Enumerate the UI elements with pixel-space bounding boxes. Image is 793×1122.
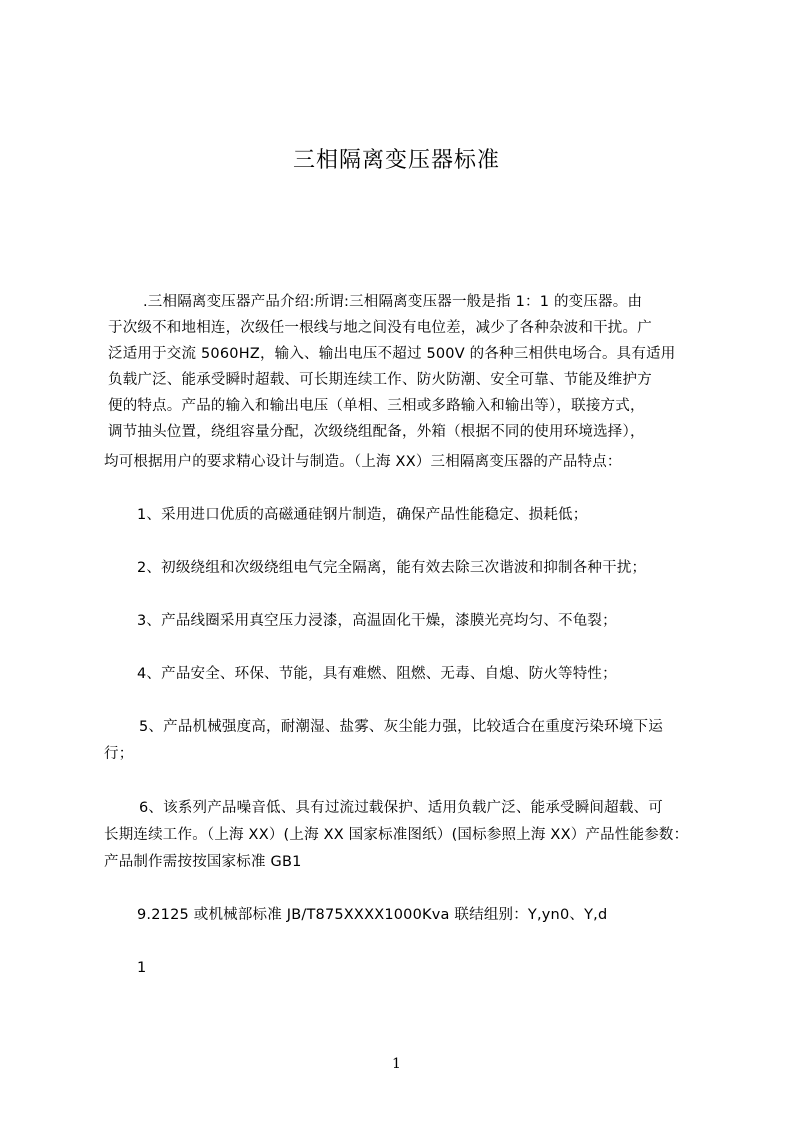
- document-title: 三相隔离变压器标准: [292, 148, 500, 173]
- feature-item-3: 3、产品线圈采用真空压力浸漆，高温固化干燥，漆膜光亮均匀、不龟裂；: [137, 613, 617, 629]
- feature-item-5-continuation: 行；: [104, 746, 134, 762]
- feature-item-5: 5、产品机械强度高，耐潮湿、盐雾、灰尘能力强，比较适合在重度污染环境下运: [139, 719, 663, 735]
- intro-line: 调节抽头位置，绕组容量分配，次级绕组配备，外箱（根据不同的使用环境选择），: [108, 424, 645, 440]
- feature-item-1: 1、采用进口优质的高磁通硅钢片制造，确保产品性能稳定、损耗低；: [137, 507, 588, 523]
- feature-item-4: 4、产品安全、环保、节能，具有难燃、阻燃、无毒、自熄、防火等特性；: [137, 666, 617, 682]
- intro-line: 泛适用于交流 5060HZ，输入、输出电压不超过 500V 的各种三相供电场合。具有适用: [108, 346, 676, 362]
- intro-line: .三相隔离变压器产品介绍:所谓:三相隔离变压器一般是指 1：1 的变压器。由: [143, 294, 643, 310]
- page-number: 1: [392, 1056, 401, 1072]
- intro-line: 均可根据用户的要求精心设计与制造。（上海 XX）三相隔离变压器的产品特点：: [104, 454, 622, 470]
- feature-item-6: 6、该系列产品噪音低、具有过流过载保护、适用负载广泛、能承受瞬间超载、可: [139, 800, 663, 816]
- intro-line: 便的特点。产品的输入和输出电压（单相、三相或多路输入和输出等），联接方式，: [108, 398, 645, 414]
- feature-item-6-continuation: 长期连续工作。（上海 XX）(上海 XX 国家标准图纸）(国标参照上海 XX）产品性能参数：: [104, 827, 689, 843]
- feature-item-6-continuation: 产品制作需按按国家标准 GB1: [104, 854, 302, 870]
- standard-line: 9.2125 或机械部标准 JB/T875XXXX1000Kva 联结组别：Y,yn0、Y,d: [137, 907, 608, 923]
- intro-line: 负载广泛、能承受瞬时超载、可长期连续工作、防火防潮、安全可靠、节能及维护方: [108, 372, 652, 388]
- trailing-number: 1: [137, 960, 147, 976]
- feature-item-2: 2、初级绕组和次级绕组电气完全隔离，能有效去除三次谐波和抑制各种干扰；: [137, 560, 647, 576]
- intro-line: 于次级不和地相连，次级任一根线与地之间没有电位差，减少了各种杂波和干扰。广: [108, 320, 652, 336]
